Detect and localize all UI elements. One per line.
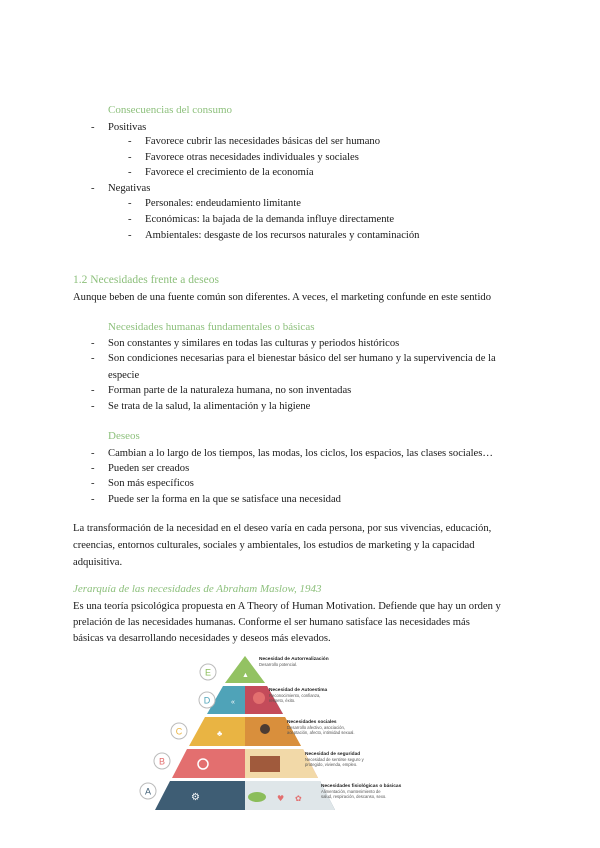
consecuencias-heading: Consecuencias del consumo	[108, 104, 233, 116]
food-icon	[248, 792, 266, 802]
paragraph-line: creencias, entornos culturales, sociales y ambientales, los estudios de marketing y la capacidad	[73, 540, 475, 551]
list-item: Económicas: la bajada de la demanda influye directamente	[145, 214, 395, 225]
list-item: Cambian a lo largo de los tiempos, las modas, los ciclos, los espacios, las clases sociales…	[108, 448, 493, 459]
paragraph-line: prelación de las necesidades humanas. Conforme el ser humano satisface las necesidades más	[73, 617, 470, 628]
level-title: Necesidades fisiológicas o básicas	[321, 784, 402, 789]
bullet-dash: -	[91, 122, 95, 133]
level-desc: salud, respiración, descanso, sexo.	[321, 794, 387, 799]
list-item: Personales: endeudamiento limitante	[145, 198, 301, 209]
level-title: Necesidad de Autoestima	[269, 688, 328, 693]
gear-icon: ⚙	[191, 792, 200, 803]
list-item: Forman parte de la naturaleza humana, no son inventadas	[108, 385, 352, 396]
paragraph-line: adquisitiva.	[73, 557, 123, 568]
heart-rate-icon: ♥	[277, 794, 285, 803]
lungs-icon: ✿	[295, 794, 302, 803]
thumbs-up-icon: «	[231, 699, 235, 706]
list-item-continuation: especie	[108, 370, 140, 381]
level-desc: respeto, éxito.	[269, 698, 296, 703]
level-title: Necesidad de Autorrealización	[259, 657, 329, 662]
list-item: Pueden ser creados	[108, 463, 190, 474]
negativas-label: Negativas	[108, 183, 151, 194]
level-desc: Alimentación, mantenimiento de	[321, 789, 381, 794]
bullet-dash: -	[91, 385, 95, 396]
level-letter: E	[204, 667, 212, 678]
pyramid-level-b	[154, 749, 365, 778]
maslow-pyramid-figure	[135, 646, 445, 814]
list-item: Favorece cubrir las necesidades básicas del ser humano	[145, 136, 381, 147]
list-item: Son constantes y similares en todas las culturas y periodos históricos	[108, 338, 400, 349]
level-letter: C	[175, 726, 183, 737]
necesidades-heading: Necesidades humanas fundamentales o básicas	[108, 321, 315, 333]
level-desc: Reconocimiento, confianza,	[269, 693, 321, 698]
list-item: Se trata de la salud, la alimentación y la higiene	[108, 401, 311, 412]
pyramid-level-d	[199, 686, 328, 714]
bullet-dash: -	[91, 353, 95, 364]
list-item: Son condiciones necesarias para el bienestar básico del ser humano y la supervivencia de la	[108, 353, 496, 364]
bullet-dash: -	[91, 478, 95, 489]
section-heading: 1.2 Necesidades frente a deseos	[73, 274, 219, 286]
people-icon: ♣	[217, 729, 223, 738]
bullet-dash: -	[91, 448, 95, 459]
heart-icon	[253, 692, 265, 704]
level-desc: Desarrollo potencial.	[259, 662, 298, 667]
list-item: Son más específicos	[108, 478, 194, 489]
house-icon	[250, 756, 280, 772]
bullet-dash: -	[128, 152, 132, 163]
bullet-dash: -	[91, 463, 95, 474]
list-item: Puede ser la forma en la que se satisface una necesidad	[108, 494, 341, 505]
list-item: Favorece el crecimiento de la economía	[145, 167, 314, 178]
star-icon: ▲	[242, 672, 249, 679]
bullet-dash: -	[91, 494, 95, 505]
bullet-dash: -	[91, 338, 95, 349]
bullet-dash: -	[128, 230, 132, 241]
bullet-dash: -	[128, 214, 132, 225]
level-title: Necesidades sociales	[287, 720, 337, 725]
paragraph-line: La transformación de la necesidad en el deseo varía en cada persona, por sus vivencias, educación,	[73, 523, 492, 534]
bullet-dash: -	[128, 136, 132, 147]
pyramid-level-a	[140, 781, 402, 810]
level-desc: aceptación, afecto, intimidad sexual.	[287, 730, 355, 735]
paragraph-line: Es una teoría psicológica propuesta en A Theory of Human Motivation. Defiende que hay un orden y	[73, 601, 501, 612]
section-intro: Aunque beben de una fuente común son diferentes. A veces, el marketing confunde en este sentido	[73, 292, 492, 303]
level-letter: B	[158, 756, 166, 767]
level-desc: Necesidad de sentirse seguro y	[305, 757, 364, 762]
pyramid-level-e	[200, 656, 329, 683]
maslow-heading: Jerarquía de las necesidades de Abraham Maslow, 1943	[73, 583, 322, 595]
deseos-heading: Deseos	[108, 430, 140, 442]
paragraph-line: básicas va desarrollando necesidades y deseos más elevados.	[73, 633, 331, 644]
level-desc: Desarrollo afectivo, asociación,	[287, 725, 345, 730]
positivas-label: Positivas	[108, 122, 147, 133]
list-item: Favorece otras necesidades individuales y sociales	[145, 152, 359, 163]
level-letter: A	[144, 786, 152, 797]
pyramid-level-c	[171, 717, 355, 746]
bullet-dash: -	[128, 198, 132, 209]
level-desc: protegido, vivienda, empleo.	[305, 762, 358, 767]
bullet-dash: -	[91, 401, 95, 412]
list-item: Ambientales: desgaste de los recursos naturales y contaminación	[145, 230, 420, 241]
couple-icon	[260, 724, 270, 734]
bullet-dash: -	[91, 183, 95, 194]
level-letter: D	[203, 695, 211, 706]
bullet-dash: -	[128, 167, 132, 178]
level-title: Necesidad de seguridad	[305, 752, 361, 757]
